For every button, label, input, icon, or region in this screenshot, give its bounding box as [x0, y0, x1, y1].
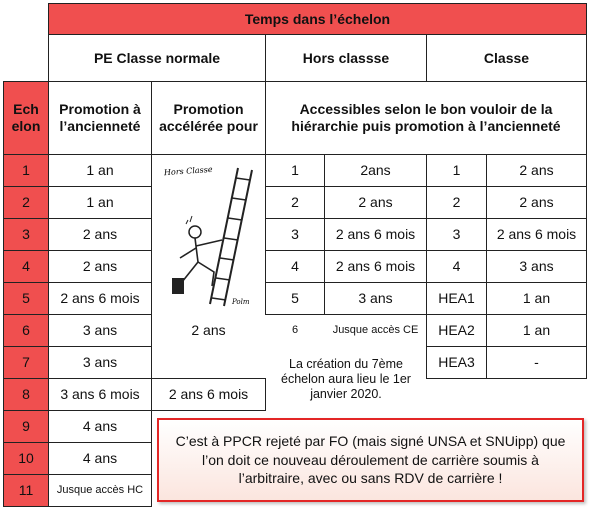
classe-echelon: 1: [426, 154, 487, 187]
echelon-cell: 8: [3, 378, 49, 411]
hors-classe-duree: 2 ans 6 mois: [324, 218, 427, 251]
echelon-cell: 4: [3, 250, 49, 283]
group-pe-classe-normale: PE Classe normale: [48, 34, 266, 82]
echelon-cell: 6: [3, 314, 49, 347]
echelon-cell: 9: [3, 410, 49, 443]
anciennete-cell: 3 ans 6 mois: [48, 378, 152, 411]
anciennete-cell: Jusque accès HC: [48, 474, 152, 507]
echelon-cell: 3: [3, 218, 49, 251]
group-classe: Classe: [426, 34, 587, 82]
anciennete-cell: 3 ans: [48, 314, 152, 347]
anciennete-cell: 1 an: [48, 154, 152, 187]
echelon-cell: 10: [3, 442, 49, 475]
hors-classe-echelon: 4: [265, 250, 325, 283]
table-title: Temps dans l’échelon: [48, 3, 587, 35]
anciennete-cell: 4 ans: [48, 442, 152, 475]
classe-duree: 3 ans: [486, 250, 587, 283]
accessibles-header: Accessibles selon le bon vouloir de la hiérarchie puis promotion à l’ancienneté: [265, 81, 587, 155]
group-hors-classe: Hors classse: [265, 34, 427, 82]
illustration-signature: Polm: [232, 298, 250, 306]
anciennete-cell: 2 ans: [48, 218, 152, 251]
anciennete-cell: 4 ans: [48, 410, 152, 443]
classe-duree: 2 ans: [486, 186, 587, 219]
hors-classe-duree: 2 ans 6 mois: [324, 250, 427, 283]
echelon-cell: 11: [3, 474, 49, 507]
classe-duree: 1 an: [486, 314, 587, 347]
note-7eme-echelon: La création du 7ème échelon aura lieu le 1er janvier 2020.: [281, 356, 411, 401]
echelon-cell: 7: [3, 346, 49, 379]
hors-classe-duree: Jusque accès CE: [324, 314, 427, 347]
echelon-cell: 2: [3, 186, 49, 219]
anciennete-cell: 2 ans 6 mois: [48, 282, 152, 315]
ppcr-callout: C’est à PPCR rejeté par FO (mais signé UNSA et SNUipp) que l’on doit ce nouveau déroulement de carrière soumis à l’arbitraire, avec ou sans RDV de carrière !: [157, 418, 584, 502]
hors-classe-duree: 2 ans: [324, 186, 427, 219]
classe-duree: 2 ans 6 mois: [486, 218, 587, 251]
anciennete-cell: 2 ans: [48, 250, 152, 283]
classe-echelon: 4: [426, 250, 487, 283]
acceleree-cell-row8: 2 ans 6 mois: [151, 378, 266, 411]
hors-classe-echelon: 2: [265, 186, 325, 219]
hors-classe-duree: 3 ans: [324, 282, 427, 315]
classe-echelon: HEA3: [426, 346, 487, 379]
classe-duree: 2 ans: [486, 154, 587, 187]
classe-echelon: HEA2: [426, 314, 487, 347]
classe-echelon: 2: [426, 186, 487, 219]
classe-echelon: HEA1: [426, 282, 487, 315]
hors-classe-echelon: 6: [265, 314, 325, 347]
classe-duree: 1 an: [486, 282, 587, 315]
anciennete-cell: 1 an: [48, 186, 152, 219]
echelon-cell: 5: [3, 282, 49, 315]
acceleree-cell-row6: 2 ans: [191, 322, 226, 339]
hors-classe-echelon: 5: [265, 282, 325, 315]
illustration-caption: Hors Classe: [163, 164, 213, 178]
echelon-header: Echelon: [3, 81, 49, 155]
hors-classe-echelon: 1: [265, 154, 325, 187]
hors-classe-echelon: 3: [265, 218, 325, 251]
anciennete-cell: 3 ans: [48, 346, 152, 379]
classe-echelon: 3: [426, 218, 487, 251]
ladder-illustration: [152, 154, 265, 316]
promotion-acceleree-header: Promotion accélérée pour: [151, 81, 266, 155]
classe-duree: -: [486, 346, 587, 379]
promotion-anciennete-header: Promotion à l’ancienneté: [48, 81, 152, 155]
hors-classe-duree: 2ans: [324, 154, 427, 187]
echelon-cell: 1: [3, 154, 49, 187]
